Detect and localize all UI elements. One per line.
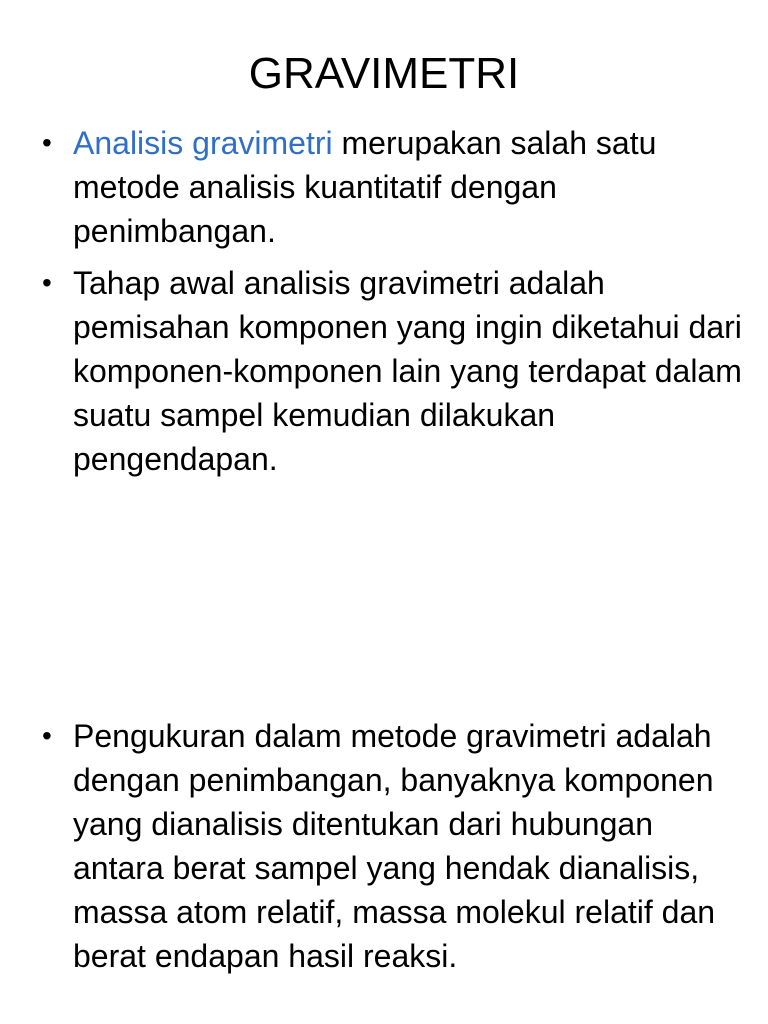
slide-title: GRAVIMETRI bbox=[248, 49, 520, 98]
bullet-text: Tahap awal analisis gravimetri adalah pemisahan komponen yang ingin diketahui dari komponen-komponen lain yang terdapat dalam suatu sampel kemudian dilakukan pengendapan. bbox=[73, 265, 742, 477]
bullet-dot-icon: • bbox=[42, 720, 52, 751]
bullet-item bbox=[42, 714, 742, 978]
bullet-text-rest: merupakan salah satu metode analisis kuantitatif dengan penimbangan. bbox=[73, 125, 657, 249]
bullet-text bbox=[73, 121, 742, 253]
bullet-text: Pengukuran dalam metode gravimetri adalah dengan penimbangan, banyaknya komponen yang dianalisis ditentukan dari hubungan antara berat sampel yang hendak dianalisis, massa atom relatif, massa molekul relatif dan berat endapan hasil reaksi. bbox=[73, 718, 716, 974]
bullet-dot-icon: • bbox=[42, 127, 52, 158]
bullet-dot-icon: • bbox=[42, 267, 52, 298]
bullet-item bbox=[42, 121, 742, 253]
bullet-item bbox=[42, 261, 742, 481]
highlighted-term: Analisis gravimetri bbox=[73, 125, 333, 161]
